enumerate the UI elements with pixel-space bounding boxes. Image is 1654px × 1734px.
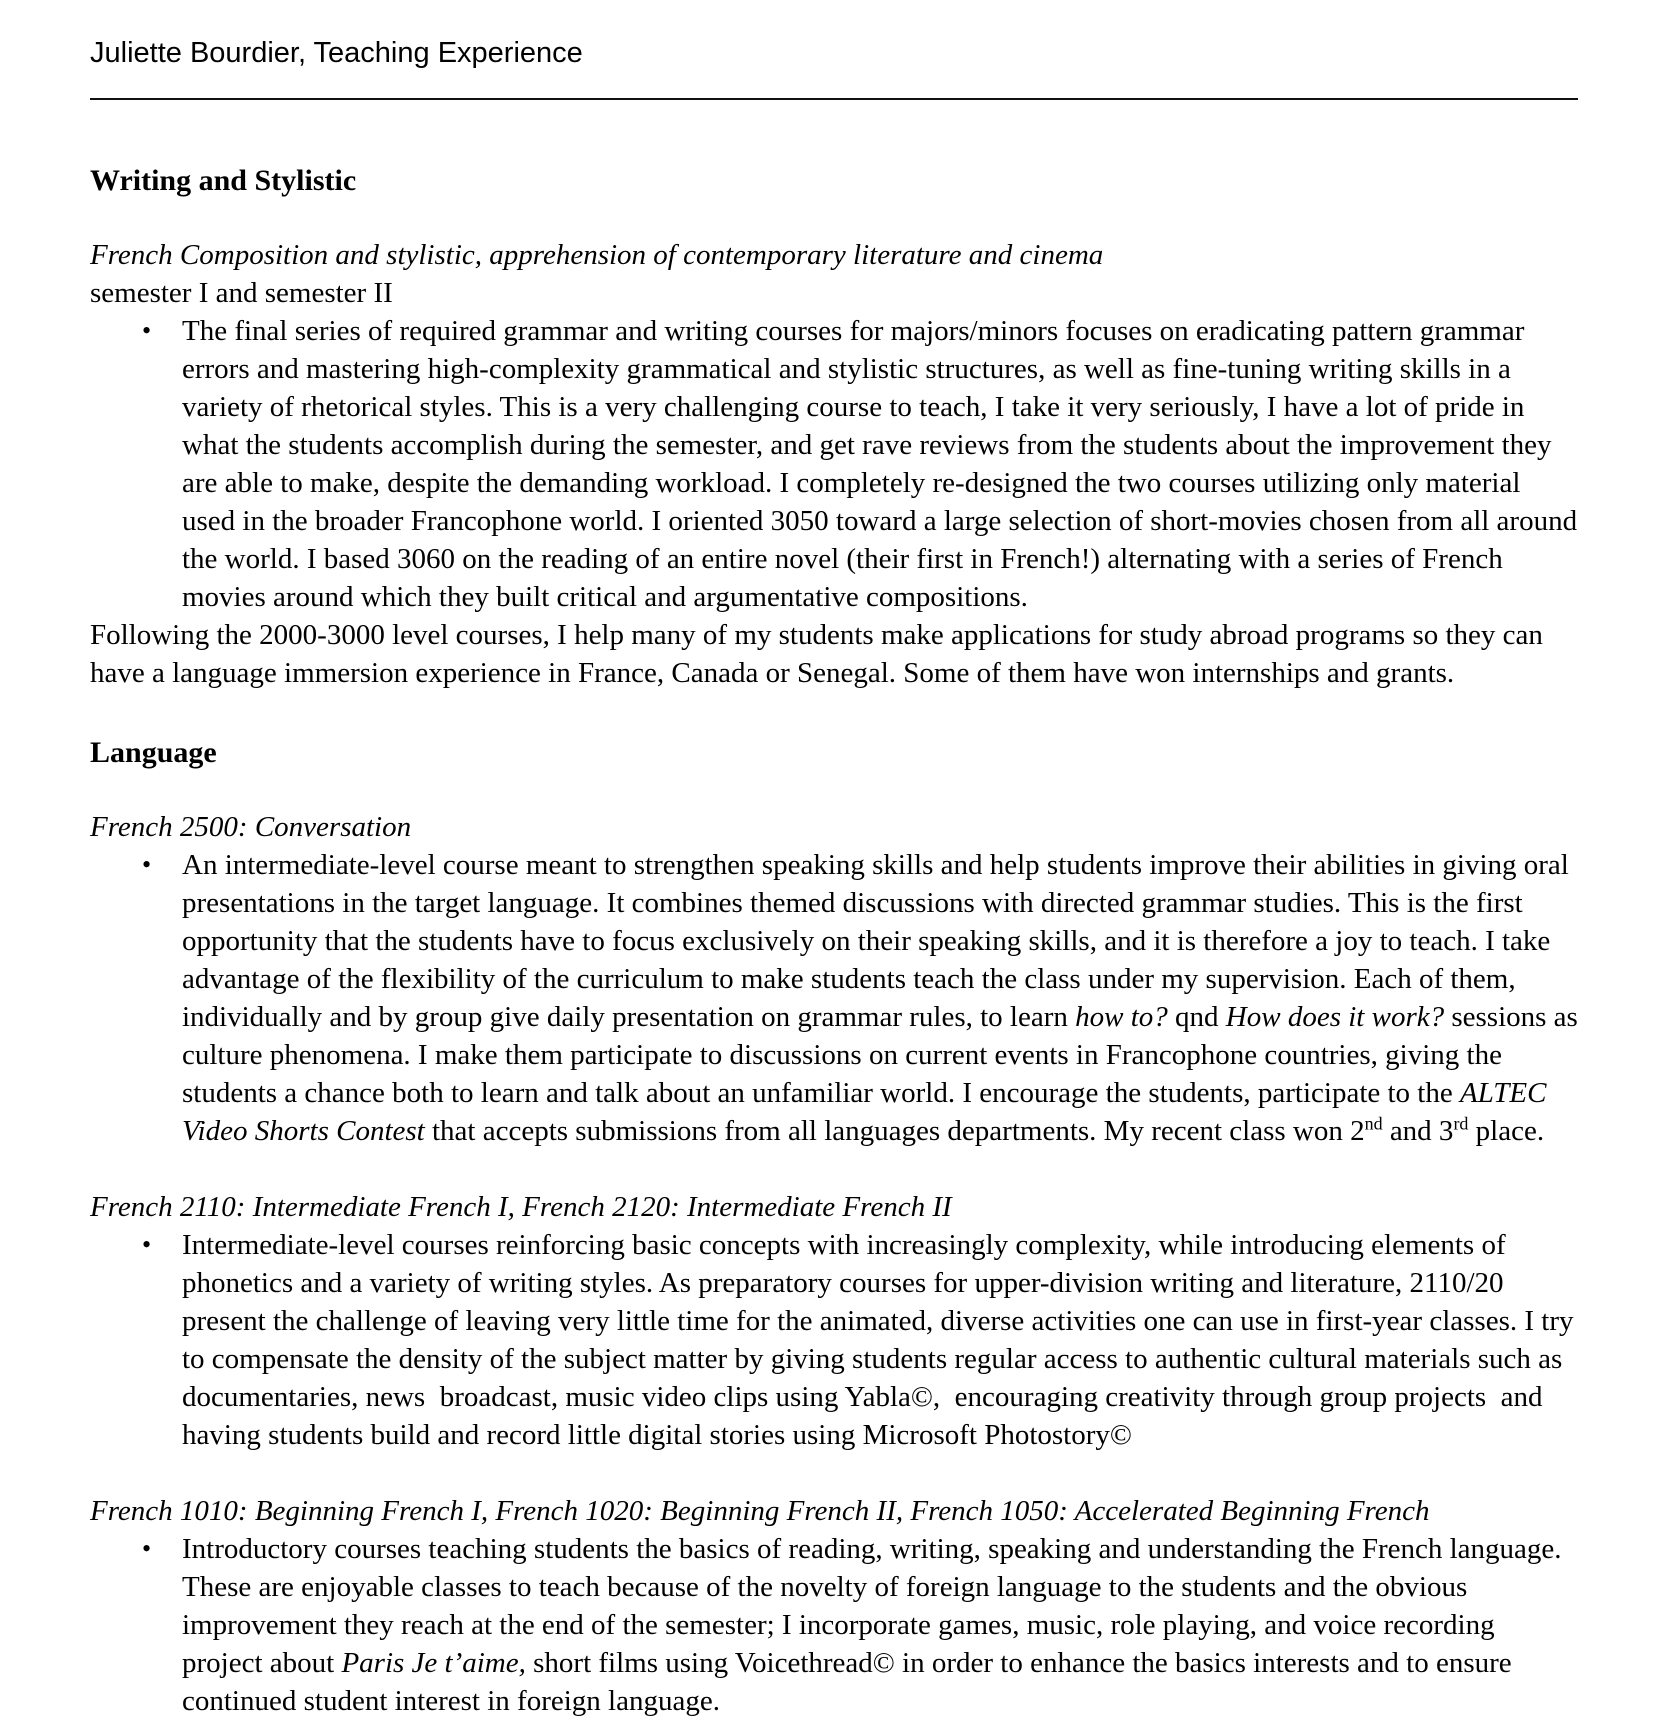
- section-heading-writing: Writing and Stylistic: [90, 164, 357, 197]
- document-title: Juliette Bourdier, Teaching Experience: [90, 37, 583, 69]
- course-title-2500: French 2500: Conversation: [90, 811, 412, 843]
- course-2500-bullet-list: [90, 846, 1586, 1150]
- writing-followup-paragraph: Following the 2000-3000 level courses, I help many of my students make applications for study abroad programs so they can have a language immersion experience in France, Canada or Senegal. Some of them have won internships and grants.: [90, 619, 1551, 689]
- course-2110-bullet-text: Intermediate-level courses reinforcing basic concepts with increasingly complexity, while introducing elements of phonetics and a variety of writing styles. As preparatory courses for upper-division writing and literature, 2110/20 present the challenge of leaving very little time for the animated, diverse activities one can use in first-year classes. I try to compensate the density of the subject matter by giving students regular access to authentic cultural materials such as documentaries, news broadcast, music video clips using Yabla©, encouraging creativity through group projects and having students build and record little digital stories using Microsoft Photostory©: [182, 1229, 1581, 1451]
- course-title-2110: French 2110: Intermediate French I, French 2120: Intermediate French II: [90, 1191, 952, 1223]
- bullet-icon: •: [142, 850, 152, 879]
- semester-line: semester I and semester II: [90, 277, 393, 309]
- course-title-1010: French 1010: Beginning French I, French 1020: Beginning French II, French 1050: Accelerated Beginning French: [90, 1495, 1430, 1527]
- course-1010-bullet-text: Introductory courses teaching students the basics of reading, writing, speaking and understanding the French language. These are enjoyable classes to teach because of the novelty of foreign language to the students and the obvious improvement they reach at the end of the semester; I incorporate games, music, role playing, and voice recording project about Paris Je t’aime, short films using Voicethread© in order to enhance the basics interests and to ensure continued student interest in foreign language.: [182, 1533, 1569, 1717]
- list-item: [90, 1226, 1581, 1454]
- list-item: [90, 312, 1585, 616]
- course-2110-bullet-list: [90, 1226, 1581, 1454]
- course-1010-bullet-list: [90, 1530, 1578, 1720]
- section-heading-language: Language: [90, 736, 217, 769]
- writing-bullet-list: [90, 312, 1585, 616]
- list-item: [90, 1530, 1578, 1720]
- bullet-icon: •: [142, 1534, 152, 1563]
- course-2500-bullet-text: An intermediate-level course meant to strengthen speaking skills and help students improve their abilities in giving oral presentations in the target language. It combines themed discussions with directed grammar studies. This is the first opportunity that the students have to focus exclusively on their speaking skills, and it is therefore a joy to teach. I take advantage of the flexibility of the curriculum to make students teach the class under my supervision. Each of them, individually and by group give daily presentation on grammar rules, to learn how to? qnd How does it work? sessions as culture phenomena. I make them participate to discussions on current events in Francophone countries, giving the students a chance both to learn and talk about an unfamiliar world. I encourage the students, participate to the ALTEC Video Shorts Contest that accepts submissions from all languages departments. My recent class won 2nd and 3rd place.: [182, 849, 1586, 1147]
- writing-bullet-text: The final series of required grammar and writing courses for majors/minors focuses on eradicating pattern grammar errors and mastering high-complexity grammatical and stylistic structures, as well as fine-tuning writing skills in a variety of rhetorical styles. This is a very challenging course to teach, I take it very seriously, I have a lot of pride in what the students accomplish during the semester, and get rave reviews from the students about the improvement they are able to make, despite the demanding workload. I completely re-designed the two courses utilizing only material used in the broader Francophone world. I oriented 3050 toward a large selection of short-movies chosen from all around the world. I based 3060 on the reading of an entire novel (their first in French!) alternating with a series of French movies around which they built critical and argumentative compositions.: [182, 315, 1585, 613]
- course-title-composition: French Composition and stylistic, apprehension of contemporary literature and cinema: [90, 239, 1104, 271]
- header-rule: [90, 98, 1578, 100]
- bullet-icon: •: [142, 316, 152, 345]
- bullet-icon: •: [142, 1230, 152, 1259]
- list-item: [90, 846, 1586, 1150]
